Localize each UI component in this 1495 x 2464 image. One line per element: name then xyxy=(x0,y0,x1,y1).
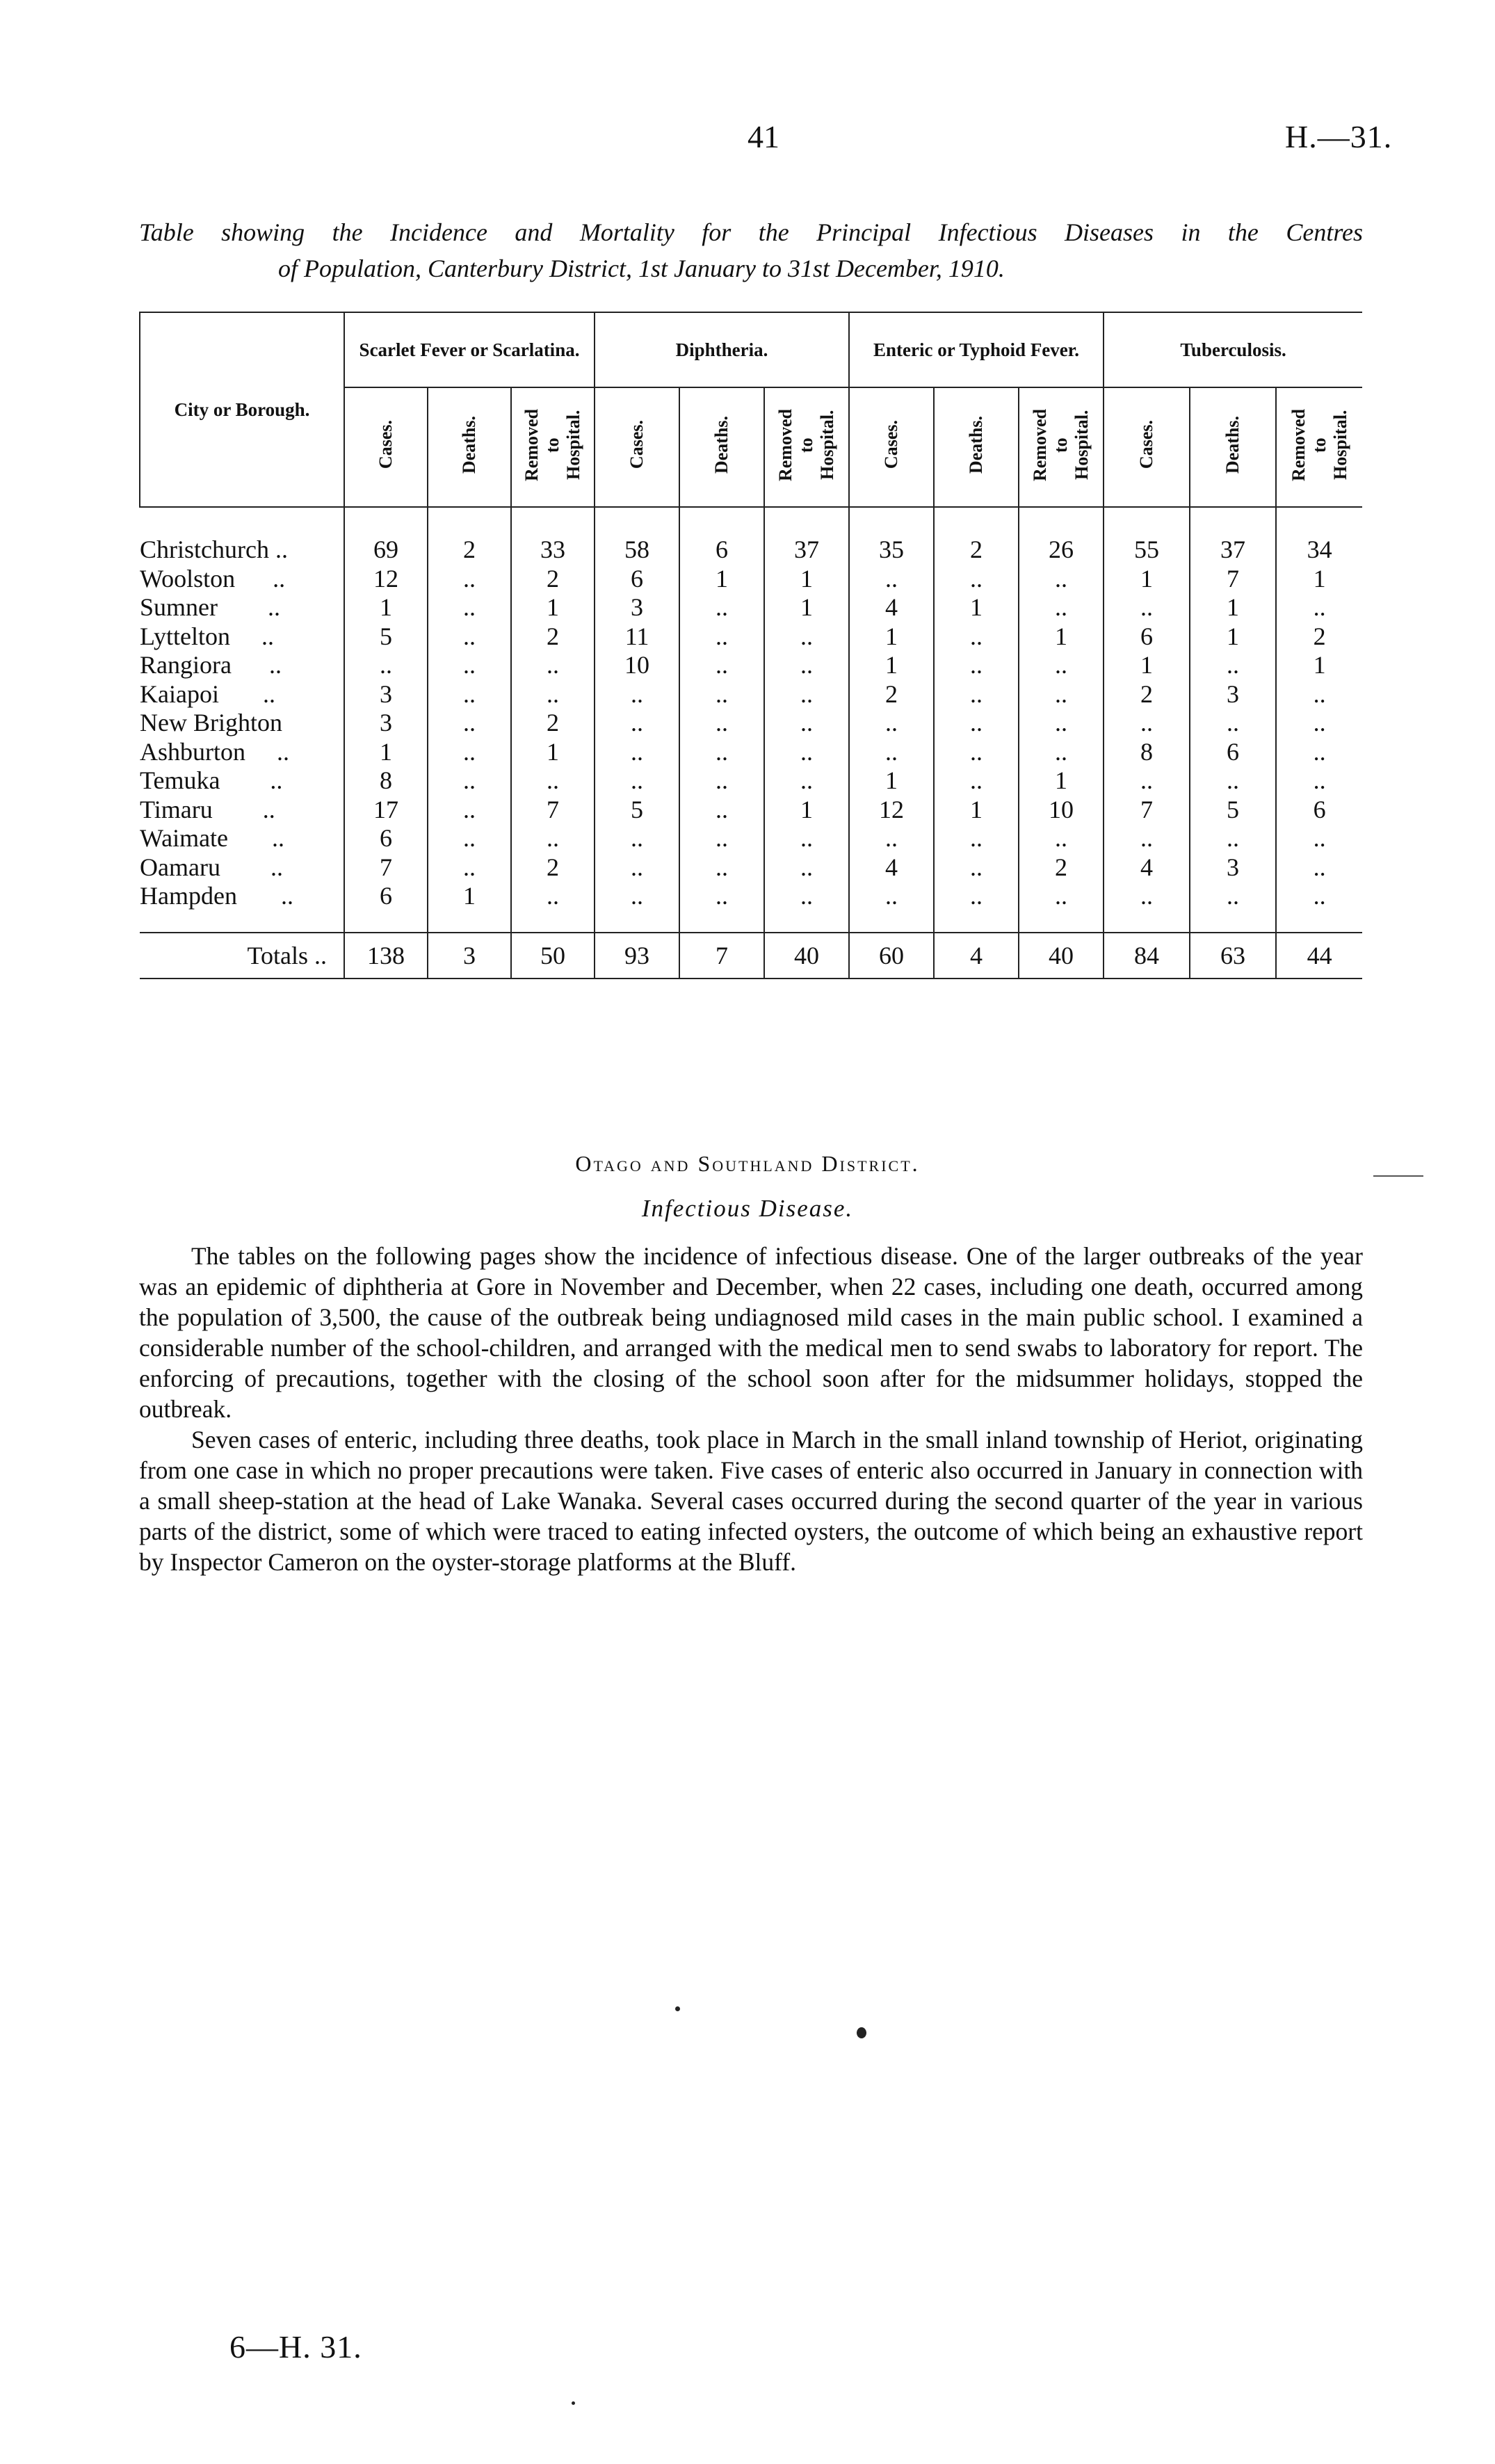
value-cell: .. xyxy=(1104,709,1190,738)
value-cell: 1 xyxy=(1104,651,1190,680)
value-cell: 1 xyxy=(428,882,511,911)
value-cell: .. xyxy=(934,824,1019,853)
value-cell: 1 xyxy=(764,593,849,622)
caption-line-1: Table showing the Incidence and Mortality for the Principal Infectious Diseases in the Centres xyxy=(139,218,1363,246)
total-value-cell: 3 xyxy=(428,933,511,979)
group-header-tuberculosis: Tuberculosis. xyxy=(1104,312,1362,387)
subheader-cases: Cases. xyxy=(344,387,428,507)
speck-mark xyxy=(857,2027,866,2038)
city-name-cell: Woolston .. xyxy=(140,564,286,593)
city-name-cell: Rangiora .. xyxy=(140,651,282,679)
value-cell: 35 xyxy=(849,536,934,565)
value-cell: 3 xyxy=(1190,680,1276,709)
value-cell: 1 xyxy=(1190,622,1276,652)
value-cell: .. xyxy=(1019,593,1104,622)
value-cell: .. xyxy=(679,593,764,622)
table-caption xyxy=(139,214,1363,287)
value-cell: .. xyxy=(511,766,595,796)
value-cell: 3 xyxy=(344,709,428,738)
city-name-cell: Lyttelton .. xyxy=(140,622,274,650)
value-cell: 1 xyxy=(934,796,1019,825)
city-name-cell: Hampden .. xyxy=(140,882,293,910)
value-cell: 1 xyxy=(679,565,764,594)
value-cell: .. xyxy=(1276,766,1362,796)
subheader-removed: Removed to Hospital. xyxy=(511,387,595,507)
table-row xyxy=(140,593,1362,622)
value-cell: .. xyxy=(1019,709,1104,738)
value-cell: 34 xyxy=(1276,536,1362,565)
value-cell: .. xyxy=(1019,680,1104,709)
disease-table-container xyxy=(139,312,1361,1007)
city-name-cell: Kaiapoi .. xyxy=(140,679,275,708)
paragraph: Seven cases of enteric, including three deaths, took place in March in the small inland township of Heriot, originating from one case in which no proper precautions were taken. Five cases of enteric also occurred in January in connection with a small sheep-station at the head of Lake Wanaka. Several cases occurred during the second quarter of the year in various parts of the district, some of which were traced to eating infected oysters, the outcome of which being an exhaustive report by Inspector Cameron on the oyster-storage platforms at the Bluff. xyxy=(139,1426,1363,1576)
value-cell: .. xyxy=(595,824,679,853)
value-cell: 12 xyxy=(344,565,428,594)
document-reference: H.—31. xyxy=(1285,119,1393,154)
page-number: 41 xyxy=(748,119,779,154)
value-cell: .. xyxy=(1104,824,1190,853)
paragraph: The tables on the following pages show the incidence of infectious disease. One of the larger outbreaks of the year was an epidemic of diphtheria at Gore in November and December, when 22 cases, including one death, occurred among the population of 3,500, the cause of the outbreak being undiagnosed mild cases in the main public school. I examined a considerable number of the school-children, and arranged with the medical men to send swabs to laboratory for report. The enforcing of precautions, together with the closing of the school soon after for the midsummer holidays, stopped the outbreak. xyxy=(139,1242,1363,1423)
total-value-cell: 84 xyxy=(1104,933,1190,979)
value-cell: 7 xyxy=(1190,565,1276,594)
value-cell: 1 xyxy=(1190,593,1276,622)
value-cell: .. xyxy=(511,824,595,853)
table-row xyxy=(140,565,1362,594)
value-cell: .. xyxy=(1190,651,1276,680)
subheader-deaths: Deaths. xyxy=(428,387,511,507)
value-cell: 58 xyxy=(595,536,679,565)
value-cell: .. xyxy=(934,853,1019,883)
subheader-removed: Removed to Hospital. xyxy=(1276,387,1362,507)
subheader-cases: Cases. xyxy=(595,387,679,507)
value-cell: .. xyxy=(595,738,679,767)
total-value-cell: 7 xyxy=(679,933,764,979)
value-cell: .. xyxy=(934,651,1019,680)
subheader-removed: Removed to Hospital. xyxy=(1019,387,1104,507)
total-value-cell: 44 xyxy=(1276,933,1362,979)
value-cell: .. xyxy=(764,622,849,652)
value-cell: 6 xyxy=(1276,796,1362,825)
value-cell: 6 xyxy=(1104,622,1190,652)
city-column-header: City or Borough. xyxy=(140,312,344,507)
value-cell: 37 xyxy=(1190,536,1276,565)
value-cell: .. xyxy=(428,593,511,622)
value-cell: .. xyxy=(511,651,595,680)
caption-line-2: of Population, Canterbury District, 1st January to 31st December, 1910. xyxy=(278,255,1005,282)
subheader-deaths: Deaths. xyxy=(679,387,764,507)
value-cell: .. xyxy=(679,680,764,709)
value-cell: .. xyxy=(764,766,849,796)
value-cell: .. xyxy=(1276,882,1362,911)
subheader-cases: Cases. xyxy=(849,387,934,507)
value-cell: 69 xyxy=(344,536,428,565)
total-value-cell: 50 xyxy=(511,933,595,979)
group-header-diphtheria: Diphtheria. xyxy=(595,312,849,387)
value-cell: 3 xyxy=(595,593,679,622)
value-cell: 1 xyxy=(849,766,934,796)
value-cell: .. xyxy=(428,853,511,883)
city-name-cell: Timaru .. xyxy=(140,795,275,823)
value-cell: .. xyxy=(764,738,849,767)
value-cell: .. xyxy=(344,651,428,680)
value-cell: 1 xyxy=(934,593,1019,622)
value-cell: 2 xyxy=(511,853,595,883)
value-cell: .. xyxy=(764,680,849,709)
value-cell: 2 xyxy=(511,565,595,594)
group-header-enteric: Enteric or Typhoid Fever. xyxy=(849,312,1104,387)
value-cell: .. xyxy=(595,766,679,796)
value-cell: .. xyxy=(1276,824,1362,853)
value-cell: .. xyxy=(679,882,764,911)
value-cell: 2 xyxy=(428,536,511,565)
body-text xyxy=(139,1241,1363,1577)
value-cell: 7 xyxy=(344,853,428,883)
value-cell: .. xyxy=(1276,738,1362,767)
value-cell: 5 xyxy=(595,796,679,825)
value-cell: 7 xyxy=(511,796,595,825)
value-cell: 6 xyxy=(344,882,428,911)
value-cell: 3 xyxy=(344,680,428,709)
value-cell: .. xyxy=(849,738,934,767)
value-cell: .. xyxy=(934,622,1019,652)
section-subheading: Infectious Disease. xyxy=(641,1195,854,1222)
value-cell: 1 xyxy=(344,738,428,767)
value-cell: 4 xyxy=(849,593,934,622)
value-cell: .. xyxy=(1104,766,1190,796)
total-value-cell: 4 xyxy=(934,933,1019,979)
value-cell: .. xyxy=(1190,709,1276,738)
subheader-deaths: Deaths. xyxy=(934,387,1019,507)
value-cell: 6 xyxy=(344,824,428,853)
value-cell: .. xyxy=(595,680,679,709)
value-cell: .. xyxy=(679,796,764,825)
value-cell: .. xyxy=(595,853,679,883)
value-cell: 1 xyxy=(764,796,849,825)
city-name-cell: Ashburton .. xyxy=(140,737,289,766)
value-cell: 6 xyxy=(595,565,679,594)
value-cell: 10 xyxy=(1019,796,1104,825)
speck-mark xyxy=(675,2006,680,2011)
value-cell: .. xyxy=(428,651,511,680)
city-name-cell: Sumner .. xyxy=(140,593,280,622)
value-cell: 17 xyxy=(344,796,428,825)
table-row xyxy=(140,709,1362,738)
value-cell: 2 xyxy=(1019,853,1104,883)
value-cell: .. xyxy=(428,766,511,796)
value-cell: .. xyxy=(764,709,849,738)
value-cell: .. xyxy=(428,680,511,709)
value-cell: .. xyxy=(1190,766,1276,796)
value-cell: .. xyxy=(679,824,764,853)
city-name-cell: New Brighton xyxy=(140,709,282,737)
value-cell: .. xyxy=(428,565,511,594)
value-cell: .. xyxy=(679,709,764,738)
value-cell: .. xyxy=(1190,882,1276,911)
value-cell: .. xyxy=(1276,680,1362,709)
value-cell: .. xyxy=(1104,882,1190,911)
value-cell: 2 xyxy=(934,536,1019,565)
value-cell: 8 xyxy=(344,766,428,796)
value-cell: 1 xyxy=(511,593,595,622)
value-cell: .. xyxy=(764,882,849,911)
value-cell: 2 xyxy=(849,680,934,709)
subheader-removed: Removed to Hospital. xyxy=(764,387,849,507)
value-cell: 12 xyxy=(849,796,934,825)
table-row xyxy=(140,766,1362,796)
value-cell: .. xyxy=(511,680,595,709)
total-value-cell: 40 xyxy=(1019,933,1104,979)
value-cell: .. xyxy=(428,824,511,853)
value-cell: 1 xyxy=(344,593,428,622)
value-cell: .. xyxy=(1104,593,1190,622)
table-row xyxy=(140,853,1362,883)
value-cell: 1 xyxy=(1019,622,1104,652)
value-cell: .. xyxy=(764,651,849,680)
value-cell: 6 xyxy=(1190,738,1276,767)
value-cell: 8 xyxy=(1104,738,1190,767)
table-row xyxy=(140,680,1362,709)
speck-mark xyxy=(572,2401,575,2405)
group-header-scarlet-fever: Scarlet Fever or Scarlatina. xyxy=(344,312,595,387)
totals-label: Totals .. xyxy=(140,933,344,979)
value-cell: .. xyxy=(679,622,764,652)
value-cell: .. xyxy=(764,824,849,853)
value-cell: .. xyxy=(849,882,934,911)
value-cell: .. xyxy=(1019,651,1104,680)
total-value-cell: 138 xyxy=(344,933,428,979)
value-cell: 1 xyxy=(1104,565,1190,594)
table-row xyxy=(140,738,1362,767)
value-cell: 3 xyxy=(1190,853,1276,883)
value-cell: .. xyxy=(1276,853,1362,883)
city-name-cell: Oamaru .. xyxy=(140,853,283,881)
table-row xyxy=(140,824,1362,853)
value-cell: .. xyxy=(679,738,764,767)
value-cell: .. xyxy=(934,766,1019,796)
value-cell: .. xyxy=(934,738,1019,767)
value-cell: .. xyxy=(849,565,934,594)
value-cell: .. xyxy=(1019,565,1104,594)
section-heading: Otago and Southland District. xyxy=(575,1151,920,1176)
table-row xyxy=(140,536,1362,565)
value-cell: .. xyxy=(428,796,511,825)
total-value-cell: 93 xyxy=(595,933,679,979)
value-cell: 37 xyxy=(764,536,849,565)
value-cell: 1 xyxy=(1276,651,1362,680)
value-cell: .. xyxy=(428,622,511,652)
total-value-cell: 40 xyxy=(764,933,849,979)
value-cell: .. xyxy=(595,709,679,738)
value-cell: 1 xyxy=(849,651,934,680)
city-name-cell: Temuka .. xyxy=(140,766,283,795)
value-cell: .. xyxy=(428,709,511,738)
value-cell: .. xyxy=(934,709,1019,738)
value-cell: .. xyxy=(1019,738,1104,767)
value-cell: 2 xyxy=(511,709,595,738)
disease-incidence-table xyxy=(139,312,1362,979)
value-cell: 5 xyxy=(344,622,428,652)
value-cell: .. xyxy=(1276,593,1362,622)
value-cell: .. xyxy=(1276,709,1362,738)
value-cell: 2 xyxy=(511,622,595,652)
value-cell: .. xyxy=(849,824,934,853)
value-cell: .. xyxy=(849,709,934,738)
value-cell: .. xyxy=(679,651,764,680)
value-cell: 1 xyxy=(849,622,934,652)
value-cell: .. xyxy=(764,853,849,883)
value-cell: .. xyxy=(1190,824,1276,853)
value-cell: .. xyxy=(1019,824,1104,853)
value-cell: 7 xyxy=(1104,796,1190,825)
value-cell: 4 xyxy=(1104,853,1190,883)
value-cell: .. xyxy=(934,565,1019,594)
value-cell: .. xyxy=(934,882,1019,911)
subheader-cases: Cases. xyxy=(1104,387,1190,507)
value-cell: 33 xyxy=(511,536,595,565)
city-name-cell: Christchurch .. xyxy=(140,536,288,564)
value-cell: 6 xyxy=(679,536,764,565)
table-row xyxy=(140,622,1362,652)
value-cell: .. xyxy=(511,882,595,911)
value-cell: .. xyxy=(1019,882,1104,911)
total-value-cell: 60 xyxy=(849,933,934,979)
value-cell: 26 xyxy=(1019,536,1104,565)
value-cell: 10 xyxy=(595,651,679,680)
value-cell: 1 xyxy=(1276,565,1362,594)
value-cell: 1 xyxy=(764,565,849,594)
value-cell: .. xyxy=(934,680,1019,709)
value-cell: 11 xyxy=(595,622,679,652)
totals-row xyxy=(140,933,1362,979)
value-cell: .. xyxy=(679,853,764,883)
value-cell: 1 xyxy=(1019,766,1104,796)
value-cell: 5 xyxy=(1190,796,1276,825)
total-value-cell: 63 xyxy=(1190,933,1276,979)
subheader-deaths: Deaths. xyxy=(1190,387,1276,507)
value-cell: .. xyxy=(679,766,764,796)
value-cell: 1 xyxy=(511,738,595,767)
table-row xyxy=(140,882,1362,911)
table-row xyxy=(140,651,1362,680)
value-cell: .. xyxy=(595,882,679,911)
footer-reference: 6—H. 31. xyxy=(229,2329,362,2365)
value-cell: 4 xyxy=(849,853,934,883)
value-cell: .. xyxy=(428,738,511,767)
value-cell: 2 xyxy=(1104,680,1190,709)
value-cell: 2 xyxy=(1276,622,1362,652)
value-cell: 55 xyxy=(1104,536,1190,565)
city-name-cell: Waimate .. xyxy=(140,824,285,853)
table-row xyxy=(140,796,1362,825)
